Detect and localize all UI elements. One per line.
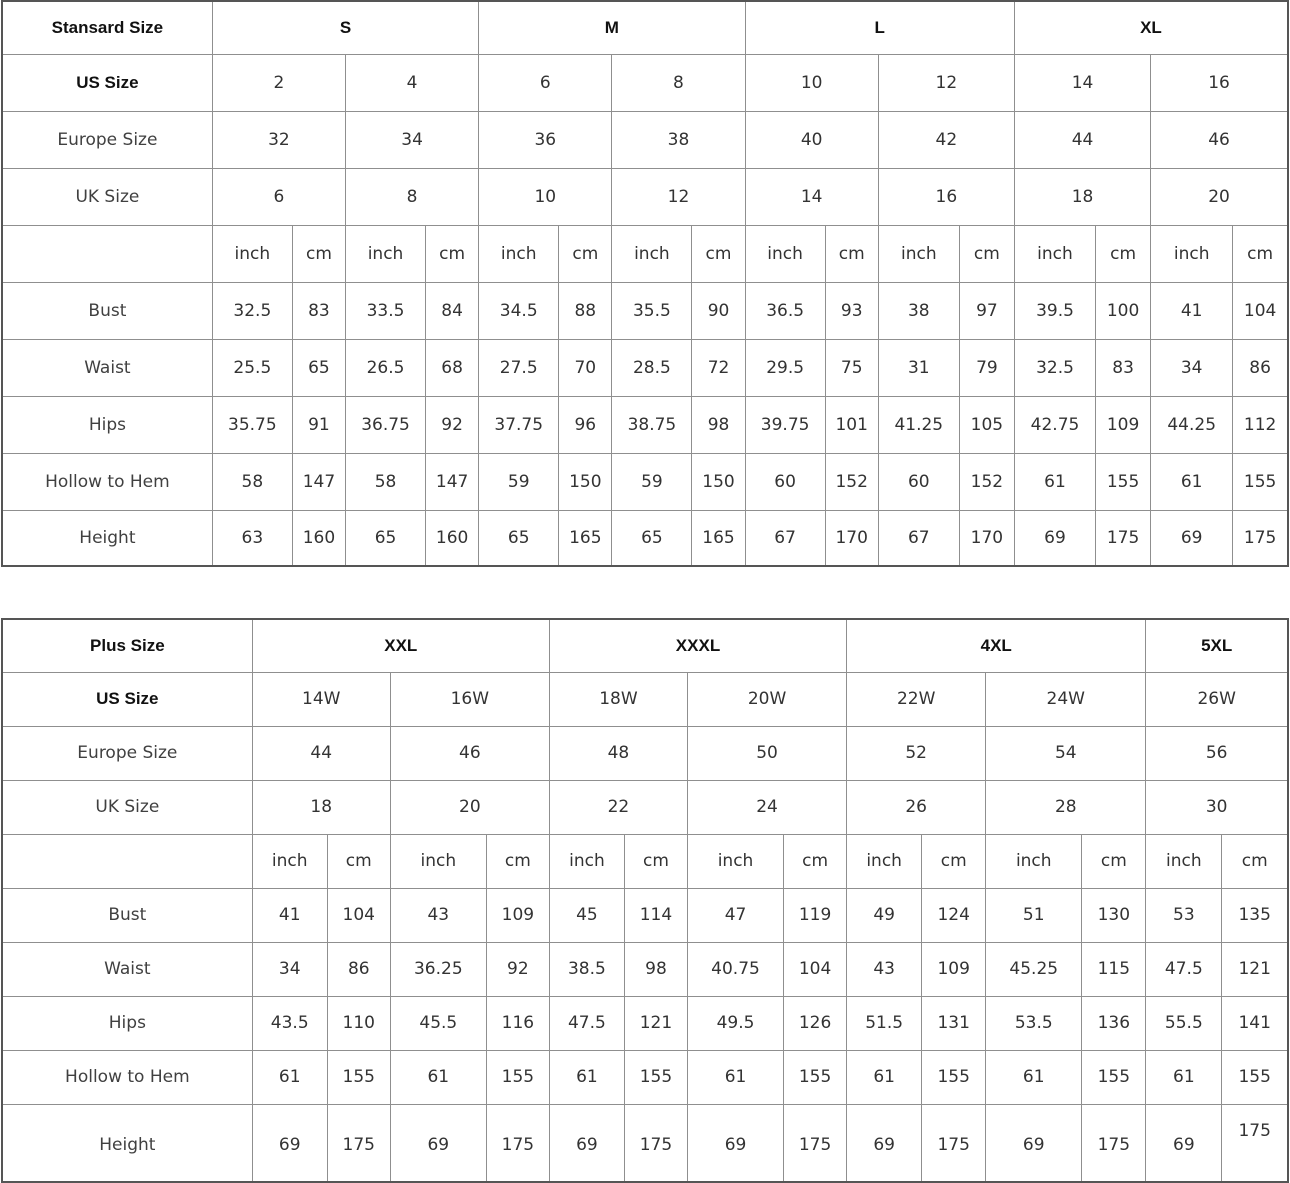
measure-cell: 98 [692, 396, 745, 453]
unit-cm: cm [784, 834, 847, 888]
hollow-to-hem-row [2, 453, 1288, 510]
us-size-cell: 14W [252, 672, 390, 726]
measure-cell: 69 [252, 1104, 327, 1182]
measure-cell: 98 [624, 942, 687, 996]
unit-cm: cm [327, 834, 390, 888]
unit-inch: inch [745, 225, 825, 282]
uk-size-cell: 24 [687, 780, 846, 834]
us-size-cell: 16W [390, 672, 549, 726]
unit-row [2, 225, 1288, 282]
europe-size-cell: 34 [345, 111, 478, 168]
measure-cell: 61 [1146, 1050, 1222, 1104]
measure-cell: 135 [1222, 888, 1288, 942]
measure-cell: 67 [745, 510, 825, 566]
measure-cell: 26.5 [345, 339, 425, 396]
measure-cell: 36.25 [390, 942, 486, 996]
measure-cell: 175 [784, 1104, 847, 1182]
unit-inch: inch [612, 225, 692, 282]
measure-cell: 47.5 [549, 996, 624, 1050]
measure-cell: 53 [1146, 888, 1222, 942]
measure-cell: 109 [922, 942, 986, 996]
us-size-cell: 24W [986, 672, 1146, 726]
measure-cell: 28.5 [612, 339, 692, 396]
us-size-label: US Size [2, 672, 252, 726]
measure-label: Hollow to Hem [2, 453, 212, 510]
europe-size-cell: 38 [612, 111, 745, 168]
measure-cell: 41.25 [878, 396, 959, 453]
measure-cell: 67 [878, 510, 959, 566]
europe-size-cell: 36 [479, 111, 612, 168]
measure-cell: 147 [426, 453, 479, 510]
measure-cell: 110 [327, 996, 390, 1050]
measure-cell: 39.5 [1014, 282, 1095, 339]
measure-cell: 51.5 [847, 996, 922, 1050]
unit-inch: inch [878, 225, 959, 282]
europe-size-cell: 52 [847, 726, 986, 780]
measure-cell: 175 [327, 1104, 390, 1182]
measure-cell: 130 [1082, 888, 1146, 942]
europe-size-cell: 40 [745, 111, 878, 168]
size-group-xxl: XXL [252, 619, 549, 672]
measure-cell: 31 [878, 339, 959, 396]
unit-inch: inch [549, 834, 624, 888]
uk-size-cell: 14 [745, 168, 878, 225]
measure-cell: 155 [624, 1050, 687, 1104]
measure-cell: 150 [559, 453, 612, 510]
unit-cm: cm [922, 834, 986, 888]
measure-cell: 121 [1222, 942, 1288, 996]
measure-cell: 61 [1014, 453, 1095, 510]
measure-cell: 47 [687, 888, 783, 942]
measure-cell: 109 [486, 888, 549, 942]
europe-size-row [2, 111, 1288, 168]
uk-size-cell: 20 [390, 780, 549, 834]
measure-cell: 175 [1082, 1104, 1146, 1182]
measure-cell: 175 [1233, 510, 1288, 566]
measure-cell: 69 [986, 1104, 1082, 1182]
measure-cell: 101 [825, 396, 878, 453]
europe-size-cell: 50 [687, 726, 846, 780]
measure-cell: 175 [1096, 510, 1151, 566]
measure-cell: 155 [784, 1050, 847, 1104]
measure-cell: 69 [847, 1104, 922, 1182]
measure-cell: 36.5 [745, 282, 825, 339]
measure-cell: 59 [612, 453, 692, 510]
measure-label: Height [2, 1104, 252, 1182]
uk-size-cell: 12 [612, 168, 745, 225]
measure-cell: 124 [922, 888, 986, 942]
unit-inch: inch [1014, 225, 1095, 282]
unit-inch: inch [986, 834, 1082, 888]
bust-row [2, 888, 1288, 942]
unit-row-label [2, 225, 212, 282]
measure-cell: 45 [549, 888, 624, 942]
measure-cell: 39.75 [745, 396, 825, 453]
us-size-cell: 26W [1146, 672, 1288, 726]
measure-cell: 65 [479, 510, 559, 566]
measure-cell: 47.5 [1146, 942, 1222, 996]
measure-cell: 35.5 [612, 282, 692, 339]
unit-cm: cm [825, 225, 878, 282]
us-size-cell: 2 [212, 54, 345, 111]
uk-size-cell: 18 [252, 780, 390, 834]
measure-cell: 27.5 [479, 339, 559, 396]
measure-cell: 121 [624, 996, 687, 1050]
measure-cell: 38.5 [549, 942, 624, 996]
measure-cell: 83 [292, 282, 345, 339]
measure-cell: 60 [745, 453, 825, 510]
size-group-s: S [212, 1, 478, 54]
unit-inch: inch [252, 834, 327, 888]
height-row [2, 510, 1288, 566]
measure-cell: 97 [959, 282, 1014, 339]
unit-cm: cm [1082, 834, 1146, 888]
uk-size-label: UK Size [2, 780, 252, 834]
unit-inch: inch [847, 834, 922, 888]
europe-size-cell: 56 [1146, 726, 1288, 780]
measure-cell: 65 [612, 510, 692, 566]
measure-cell: 68 [426, 339, 479, 396]
height-row [2, 1104, 1288, 1182]
measure-cell: 69 [1146, 1104, 1222, 1182]
measure-cell: 155 [327, 1050, 390, 1104]
measure-cell: 34 [252, 942, 327, 996]
waist-row [2, 942, 1288, 996]
size-group-l: L [745, 1, 1014, 54]
europe-size-row [2, 726, 1288, 780]
uk-size-cell: 10 [479, 168, 612, 225]
us-size-cell: 10 [745, 54, 878, 111]
measure-cell: 119 [784, 888, 847, 942]
measure-cell: 25.5 [212, 339, 292, 396]
unit-cm: cm [624, 834, 687, 888]
measure-cell: 55.5 [1146, 996, 1222, 1050]
europe-size-label: Europe Size [2, 726, 252, 780]
measure-cell: 59 [479, 453, 559, 510]
measure-label: Height [2, 510, 212, 566]
uk-size-row [2, 168, 1288, 225]
measure-cell: 88 [559, 282, 612, 339]
measure-cell: 147 [292, 453, 345, 510]
measure-cell: 170 [825, 510, 878, 566]
unit-row [2, 834, 1288, 888]
uk-size-cell: 28 [986, 780, 1146, 834]
measure-label: Hips [2, 396, 212, 453]
measure-cell: 112 [1233, 396, 1288, 453]
measure-cell: 150 [692, 453, 745, 510]
measure-cell: 109 [1096, 396, 1151, 453]
measure-cell: 37.75 [479, 396, 559, 453]
measure-cell: 72 [692, 339, 745, 396]
uk-size-cell: 6 [212, 168, 345, 225]
uk-size-label: UK Size [2, 168, 212, 225]
unit-cm: cm [692, 225, 745, 282]
unit-cm: cm [486, 834, 549, 888]
measure-cell: 114 [624, 888, 687, 942]
measure-cell: 69 [1014, 510, 1095, 566]
measure-cell: 65 [292, 339, 345, 396]
measure-cell: 61 [986, 1050, 1082, 1104]
measure-cell: 61 [847, 1050, 922, 1104]
measure-cell: 42.75 [1014, 396, 1095, 453]
measure-cell: 43 [390, 888, 486, 942]
measure-cell: 32.5 [212, 282, 292, 339]
uk-size-cell: 20 [1151, 168, 1288, 225]
measure-cell: 58 [345, 453, 425, 510]
measure-cell: 53.5 [986, 996, 1082, 1050]
unit-cm: cm [959, 225, 1014, 282]
measure-cell: 63 [212, 510, 292, 566]
measure-cell: 160 [292, 510, 345, 566]
hips-row [2, 996, 1288, 1050]
measure-cell: 61 [252, 1050, 327, 1104]
europe-size-cell: 46 [1151, 111, 1288, 168]
measure-cell: 83 [1096, 339, 1151, 396]
measure-cell: 100 [1096, 282, 1151, 339]
measure-cell: 33.5 [345, 282, 425, 339]
measure-cell: 152 [959, 453, 1014, 510]
measure-cell: 41 [252, 888, 327, 942]
table-title: Plus Size [2, 619, 252, 672]
unit-inch: inch [1146, 834, 1222, 888]
measure-label: Bust [2, 888, 252, 942]
us-size-cell: 22W [847, 672, 986, 726]
size-group-5xl: 5XL [1146, 619, 1288, 672]
measure-cell: 175 [1222, 1104, 1288, 1182]
measure-cell: 136 [1082, 996, 1146, 1050]
measure-cell: 93 [825, 282, 878, 339]
measure-cell: 155 [1222, 1050, 1288, 1104]
measure-cell: 49 [847, 888, 922, 942]
measure-cell: 105 [959, 396, 1014, 453]
us-size-cell: 6 [479, 54, 612, 111]
europe-size-cell: 54 [986, 726, 1146, 780]
measure-cell: 36.75 [345, 396, 425, 453]
measure-cell: 86 [1233, 339, 1288, 396]
plus-size-table [1, 618, 1289, 1183]
measure-cell: 61 [687, 1050, 783, 1104]
hollow-to-hem-row [2, 1050, 1288, 1104]
uk-size-cell: 8 [345, 168, 478, 225]
measure-cell: 45.5 [390, 996, 486, 1050]
us-size-cell: 20W [687, 672, 846, 726]
measure-cell: 43.5 [252, 996, 327, 1050]
measure-cell: 155 [486, 1050, 549, 1104]
unit-cm: cm [1233, 225, 1288, 282]
measure-cell: 175 [922, 1104, 986, 1182]
measure-cell: 38.75 [612, 396, 692, 453]
bust-row [2, 282, 1288, 339]
us-size-cell: 4 [345, 54, 478, 111]
europe-size-cell: 46 [390, 726, 549, 780]
measure-cell: 43 [847, 942, 922, 996]
measure-cell: 69 [549, 1104, 624, 1182]
uk-size-cell: 30 [1146, 780, 1288, 834]
europe-size-cell: 42 [878, 111, 1014, 168]
measure-label: Waist [2, 339, 212, 396]
measure-cell: 104 [327, 888, 390, 942]
us-size-label: US Size [2, 54, 212, 111]
measure-cell: 51 [986, 888, 1082, 942]
measure-cell: 34.5 [479, 282, 559, 339]
europe-size-cell: 44 [252, 726, 390, 780]
measure-cell: 91 [292, 396, 345, 453]
measure-cell: 61 [549, 1050, 624, 1104]
measure-cell: 126 [784, 996, 847, 1050]
measure-cell: 32.5 [1014, 339, 1095, 396]
measure-cell: 104 [784, 942, 847, 996]
measure-cell: 29.5 [745, 339, 825, 396]
measure-cell: 79 [959, 339, 1014, 396]
measure-cell: 165 [559, 510, 612, 566]
measure-cell: 104 [1233, 282, 1288, 339]
measure-cell: 115 [1082, 942, 1146, 996]
uk-size-row [2, 780, 1288, 834]
us-size-cell: 18W [549, 672, 687, 726]
uk-size-cell: 16 [878, 168, 1014, 225]
table-title: Stansard Size [2, 1, 212, 54]
measure-cell: 90 [692, 282, 745, 339]
measure-cell: 49.5 [687, 996, 783, 1050]
measure-cell: 131 [922, 996, 986, 1050]
measure-cell: 34 [1151, 339, 1233, 396]
europe-size-cell: 32 [212, 111, 345, 168]
hips-row [2, 396, 1288, 453]
measure-cell: 160 [426, 510, 479, 566]
unit-cm: cm [292, 225, 345, 282]
us-size-cell: 8 [612, 54, 745, 111]
us-size-row [2, 672, 1288, 726]
us-size-cell: 14 [1014, 54, 1150, 111]
uk-size-cell: 22 [549, 780, 687, 834]
measure-label: Waist [2, 942, 252, 996]
measure-cell: 75 [825, 339, 878, 396]
measure-cell: 61 [390, 1050, 486, 1104]
size-group-m: M [479, 1, 745, 54]
measure-cell: 40.75 [687, 942, 783, 996]
size-group-4xl: 4XL [847, 619, 1146, 672]
unit-inch: inch [479, 225, 559, 282]
measure-cell: 44.25 [1151, 396, 1233, 453]
measure-cell: 61 [1151, 453, 1233, 510]
waist-row [2, 339, 1288, 396]
uk-size-cell: 26 [847, 780, 986, 834]
unit-inch: inch [345, 225, 425, 282]
group-row [2, 1, 1288, 54]
measure-cell: 175 [624, 1104, 687, 1182]
measure-cell: 155 [922, 1050, 986, 1104]
measure-cell: 141 [1222, 996, 1288, 1050]
measure-cell: 175 [486, 1104, 549, 1182]
measure-label: Hips [2, 996, 252, 1050]
unit-inch: inch [212, 225, 292, 282]
measure-cell: 41 [1151, 282, 1233, 339]
unit-cm: cm [1096, 225, 1151, 282]
measure-cell: 65 [345, 510, 425, 566]
measure-cell: 45.25 [986, 942, 1082, 996]
measure-cell: 92 [426, 396, 479, 453]
us-size-row [2, 54, 1288, 111]
measure-cell: 165 [692, 510, 745, 566]
measure-cell: 38 [878, 282, 959, 339]
measure-cell: 58 [212, 453, 292, 510]
unit-cm: cm [559, 225, 612, 282]
measure-cell: 170 [959, 510, 1014, 566]
unit-inch: inch [687, 834, 783, 888]
measure-cell: 86 [327, 942, 390, 996]
unit-cm: cm [1222, 834, 1288, 888]
europe-size-cell: 48 [549, 726, 687, 780]
uk-size-cell: 18 [1014, 168, 1150, 225]
measure-cell: 96 [559, 396, 612, 453]
unit-cm: cm [426, 225, 479, 282]
measure-cell: 35.75 [212, 396, 292, 453]
measure-cell: 69 [1151, 510, 1233, 566]
europe-size-label: Europe Size [2, 111, 212, 168]
measure-cell: 92 [486, 942, 549, 996]
us-size-cell: 12 [878, 54, 1014, 111]
measure-label: Bust [2, 282, 212, 339]
us-size-cell: 16 [1151, 54, 1288, 111]
europe-size-cell: 44 [1014, 111, 1150, 168]
measure-cell: 84 [426, 282, 479, 339]
measure-cell: 69 [687, 1104, 783, 1182]
measure-cell: 152 [825, 453, 878, 510]
size-group-xl: XL [1014, 1, 1288, 54]
measure-cell: 155 [1082, 1050, 1146, 1104]
unit-row-label [2, 834, 252, 888]
size-group-xxxl: XXXL [549, 619, 846, 672]
measure-cell: 70 [559, 339, 612, 396]
measure-cell: 69 [390, 1104, 486, 1182]
measure-cell: 155 [1233, 453, 1288, 510]
unit-inch: inch [1151, 225, 1233, 282]
group-row [2, 619, 1288, 672]
unit-inch: inch [390, 834, 486, 888]
standard-size-table [1, 0, 1289, 567]
measure-cell: 116 [486, 996, 549, 1050]
measure-label: Hollow to Hem [2, 1050, 252, 1104]
measure-cell: 155 [1096, 453, 1151, 510]
measure-cell: 60 [878, 453, 959, 510]
